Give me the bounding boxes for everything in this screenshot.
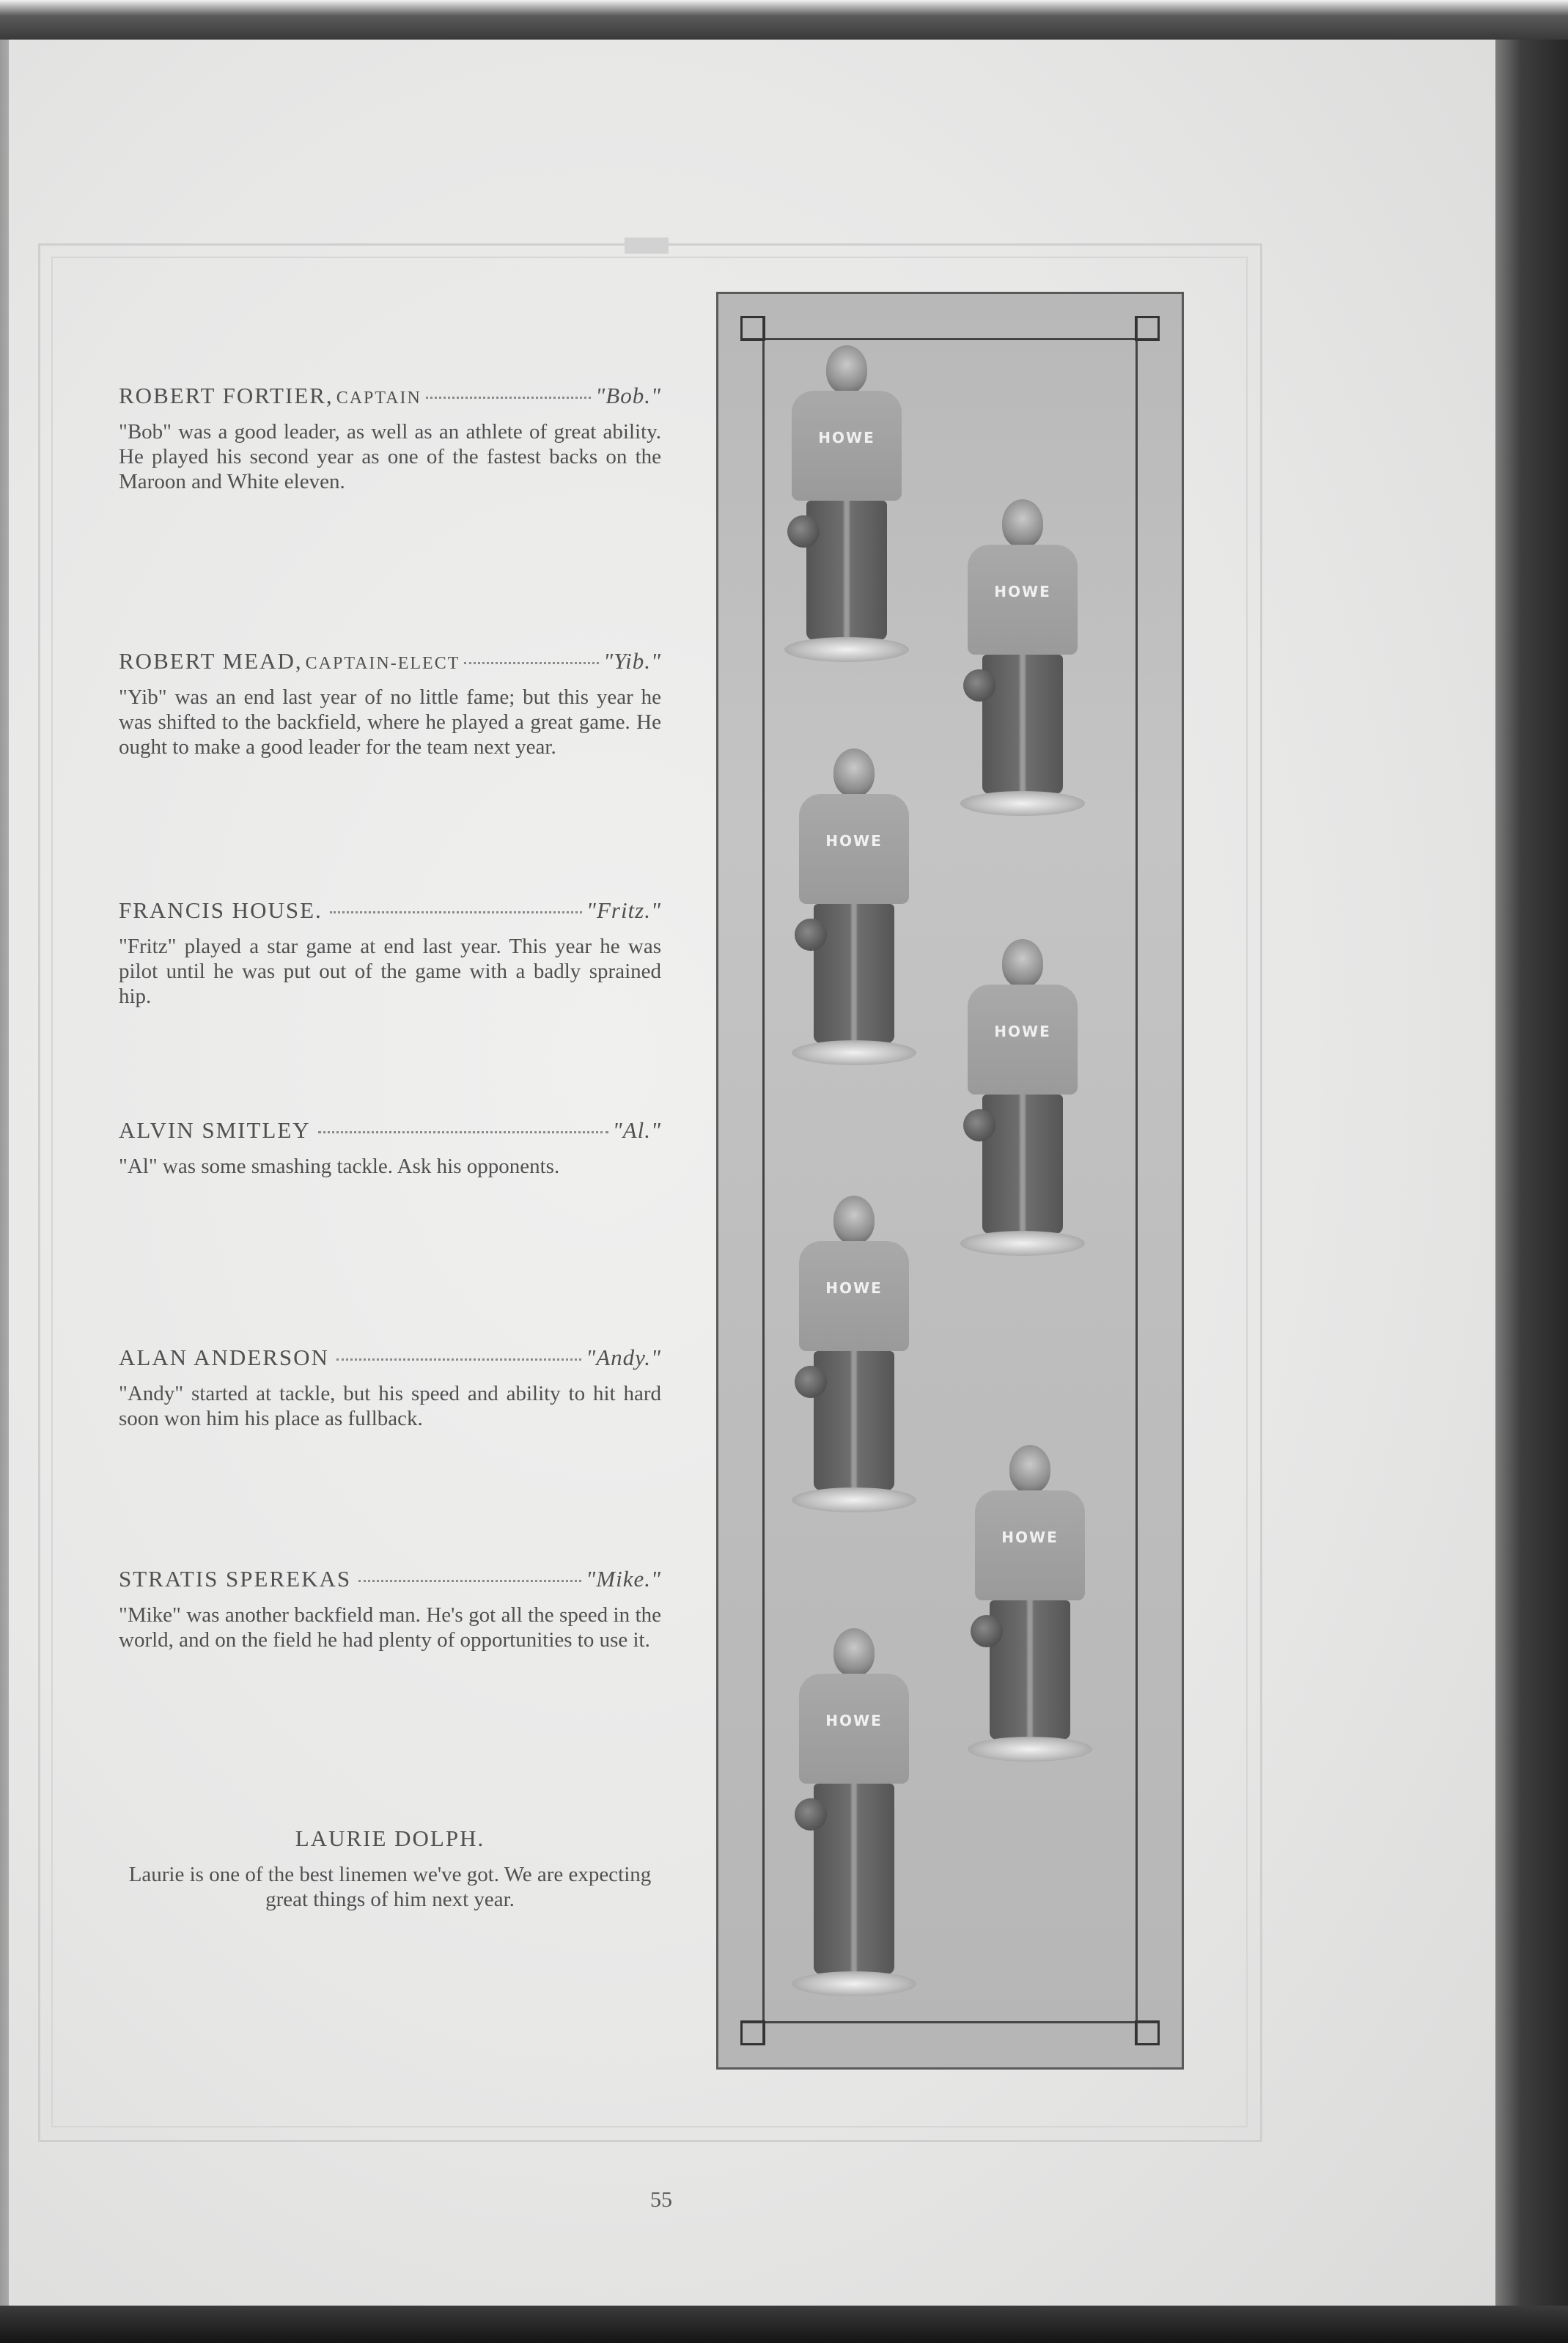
helmet-icon: [795, 1366, 827, 1398]
player-head: [1009, 1445, 1050, 1493]
scan-bottom-edge: [0, 2306, 1568, 2343]
player-entry-dolph: [119, 1825, 661, 1912]
helmet-icon: [795, 1798, 827, 1831]
player-photo: [960, 499, 1085, 816]
player-head: [833, 748, 875, 797]
player-photo: [960, 939, 1085, 1256]
player-head: [1002, 499, 1043, 548]
player-photo: [968, 1445, 1092, 1762]
player-photo: [784, 345, 909, 662]
player-name: LAURIE DOLPH.: [295, 1825, 485, 1851]
entry-description: "Fritz" played a star game at end last year. This year he was pilot until he was put out of the game with a badly sprained hip.: [119, 935, 661, 1008]
player-photo: [792, 748, 916, 1065]
player-legs: [814, 1351, 894, 1490]
helmet-icon: [963, 669, 995, 702]
entry-description: Laurie is one of the best linemen we've got. We are expecting great things of him next year.: [128, 1863, 652, 1911]
player-entry-house: [119, 897, 661, 1009]
entry-description: "Mike" was another backfield man. He's got all the speed in the world, and on the field he had plenty of opportunities to use it.: [119, 1603, 661, 1652]
entry-description: "Andy" started at tackle, but his speed and ability to hit hard soon won him his place as fullback.: [119, 1382, 661, 1430]
player-legs: [990, 1600, 1070, 1740]
dot-leader: [358, 1580, 581, 1582]
jersey-lettering: HOWE: [818, 429, 875, 446]
player-role: CAPTAIN-ELECT: [305, 654, 460, 673]
player-entry-smitley: [119, 1117, 661, 1179]
player-nickname: "Andy.": [586, 1345, 661, 1370]
player-legs: [982, 1095, 1063, 1234]
player-legs: [806, 501, 887, 640]
player-entry-mead: [119, 648, 661, 759]
entry-description: "Bob" was a good leader, as well as an athlete of great ability. He played his second year as one of the fastest backs on the Maroon and White eleven.: [119, 420, 661, 493]
corner-square-icon: [1135, 316, 1160, 341]
helmet-icon: [787, 515, 820, 548]
player-legs: [814, 904, 894, 1043]
yearbook-page: [9, 40, 1495, 2306]
corner-square-icon: [740, 316, 765, 341]
player-name: FRANCIS HOUSE.: [119, 897, 323, 923]
entry-heading: [119, 648, 661, 674]
jersey-lettering: HOWE: [994, 1023, 1051, 1040]
player-nickname: "Bob.": [595, 383, 661, 408]
entry-heading: [119, 897, 661, 924]
dot-leader: [426, 397, 591, 399]
player-nickname: "Yib.": [603, 648, 661, 674]
panel-rule: [762, 316, 765, 2045]
entry-heading: [119, 1566, 661, 1592]
photo-base: [792, 1971, 916, 1996]
dot-leader: [464, 662, 599, 664]
player-torso: [792, 391, 902, 501]
jersey-lettering: HOWE: [1001, 1529, 1059, 1546]
photo-base: [792, 1487, 916, 1512]
photo-base: [960, 791, 1085, 816]
player-head: [1002, 939, 1043, 987]
player-head: [833, 1196, 875, 1244]
entry-heading: [119, 1345, 661, 1371]
player-legs: [982, 655, 1063, 794]
photo-base: [784, 637, 909, 662]
panel-rule: [740, 2021, 1160, 2023]
player-torso: [799, 1241, 909, 1351]
player-name: ROBERT MEAD,: [119, 648, 303, 674]
player-photo: [792, 1196, 916, 1512]
entry-heading: [119, 383, 661, 409]
jersey-lettering: HOWE: [825, 1712, 883, 1729]
helmet-icon: [795, 919, 827, 951]
entry-heading: [119, 1117, 661, 1144]
player-torso: [975, 1490, 1085, 1600]
jersey-lettering: HOWE: [825, 1279, 883, 1297]
dot-leader: [330, 911, 582, 913]
photo-base: [960, 1231, 1085, 1256]
panel-rule: [1135, 316, 1138, 2045]
dot-leader: [318, 1131, 608, 1133]
photo-base: [792, 1040, 916, 1065]
jersey-lettering: HOWE: [994, 583, 1051, 600]
player-nickname: "Al.": [612, 1117, 661, 1143]
player-entry-sperekas: [119, 1566, 661, 1652]
player-name: ALVIN SMITLEY: [119, 1117, 311, 1143]
player-entry-anderson: [119, 1345, 661, 1431]
player-role: CAPTAIN: [336, 389, 422, 408]
helmet-icon: [971, 1615, 1003, 1647]
team-photo-panel: [716, 292, 1184, 2070]
player-photo: [792, 1628, 916, 1996]
player-torso: [799, 1674, 909, 1784]
entry-description: "Al" was some smashing tackle. Ask his opponents.: [119, 1155, 560, 1178]
player-torso: [799, 794, 909, 904]
corner-square-icon: [740, 2020, 765, 2045]
player-nickname: "Mike.": [586, 1566, 661, 1592]
player-torso: [968, 545, 1078, 655]
player-name: ALAN ANDERSON: [119, 1345, 329, 1370]
dot-leader: [336, 1358, 581, 1361]
player-name: ROBERT FORTIER,: [119, 383, 334, 408]
panel-rule: [740, 338, 1160, 340]
scan-top-edge: [0, 0, 1568, 40]
entry-description: "Yib" was an end last year of no little fame; but this year he was shifted to the backfield, where he played a great game. He ought to make a good leader for the team next year.: [119, 685, 661, 759]
player-head: [833, 1628, 875, 1677]
player-torso: [968, 985, 1078, 1095]
player-head: [826, 345, 867, 394]
photo-base: [968, 1737, 1092, 1762]
player-nickname: "Fritz.": [586, 897, 661, 923]
corner-square-icon: [1135, 2020, 1160, 2045]
border-ornament: [625, 238, 669, 254]
player-name: STRATIS SPEREKAS: [119, 1566, 352, 1592]
player-entry-fortier: [119, 383, 661, 494]
page-number: 55: [650, 2188, 672, 2212]
jersey-lettering: HOWE: [825, 832, 883, 850]
helmet-icon: [963, 1109, 995, 1141]
